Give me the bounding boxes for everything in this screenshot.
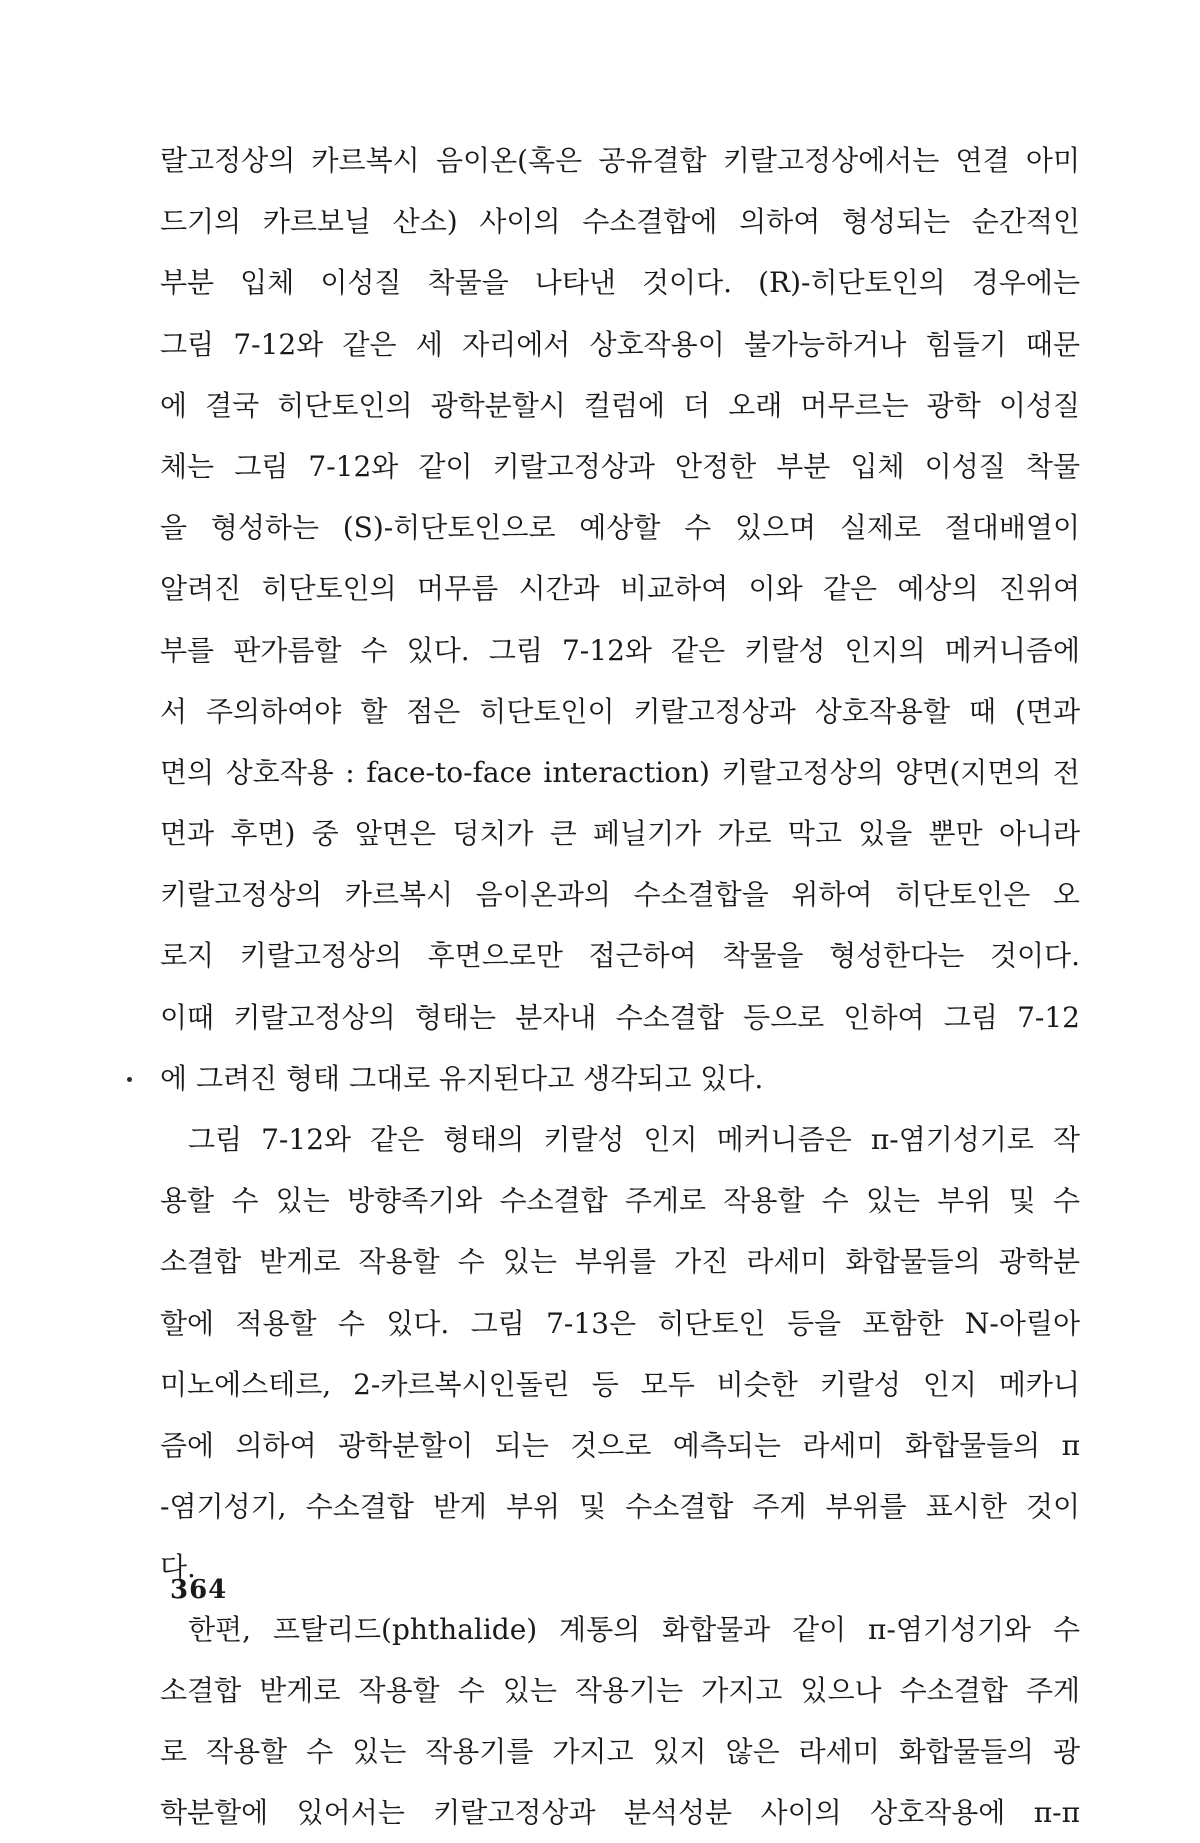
text-line-5: 에 결국 히단토인의 광학분할시 컬럼에 더 오래 머무르는 광학 이성질	[160, 388, 1080, 422]
text-line-28: 학분할에 있어서는 키랄고정상과 분석성분 사이의 상호작용에 π-π	[160, 1796, 1080, 1830]
text-line-3: 부분 입체 이성질 착물을 나타낸 것이다. (R)-히단토인의 경우에는	[160, 266, 1080, 300]
text-line-13: 키랄고정상의 카르복시 음이온과의 수소결합을 위하여 히단토인은 오	[160, 878, 1080, 912]
text-line-22: 즘에 의하여 광학분할이 되는 것으로 예측되는 라세미 화합물들의 π	[160, 1428, 1080, 1462]
text-line-2: 드기의 카르보닐 산소) 사이의 수소결합에 의하여 형성되는 순간적인	[160, 205, 1080, 239]
text-line-18: 용할 수 있는 방향족기와 수소결합 주게로 작용할 수 있는 부위 및 수	[160, 1184, 1080, 1218]
text-line-17: 그림 7-12와 같은 형태의 키랄성 인지 메커니즘은 π-염기성기로 작	[188, 1123, 1080, 1156]
text-line-19: 소결합 받게로 작용할 수 있는 부위를 가진 라세미 화합물들의 광학분	[160, 1245, 1080, 1279]
text-line-10: 서 주의하여야 할 점은 히단토인이 키랄고정상과 상호작용할 때 (면과	[160, 694, 1080, 728]
body-text	[160, 130, 1080, 1843]
stray-dot-mark	[127, 1077, 132, 1082]
text-line-21: 미노에스테르, 2-카르복시인돌린 등 모두 비슷한 키랄성 인지 메카니	[160, 1367, 1080, 1401]
text-line-12: 면과 후면) 중 앞면은 덩치가 큰 페닐기가 가로 막고 있을 뿐만 아니라	[160, 817, 1080, 851]
text-line-8: 알려진 히단토인의 머무름 시간과 비교하여 이와 같은 예상의 진위여	[160, 572, 1080, 606]
text-line-24: 다.	[160, 1551, 196, 1585]
text-line-20: 할에 적용할 수 있다. 그림 7-13은 히단토인 등을 포함한 N-아릴아	[160, 1306, 1080, 1340]
text-line-25: 한편, 프탈리드(phthalide) 계통의 화합물과 같이 π-염기성기와 수	[188, 1612, 1080, 1646]
text-line-27: 로 작용할 수 있는 작용기를 가지고 있지 않은 라세미 화합물들의 광	[160, 1734, 1080, 1768]
text-line-15: 이때 키랄고정상의 형태는 분자내 수소결합 등으로 인하여 그림 7-12	[160, 1000, 1080, 1034]
text-line-26: 소결합 받게로 작용할 수 있는 작용기는 가지고 있으나 수소결합 주게	[160, 1673, 1080, 1707]
text-line-9: 부를 판가름할 수 있다. 그림 7-12와 같은 키랄성 인지의 메커니즘에	[160, 633, 1080, 667]
text-line-14: 로지 키랄고정상의 후면으로만 접근하여 착물을 형성한다는 것이다.	[160, 939, 1080, 973]
page-number: 364	[170, 1575, 228, 1605]
text-line-16: 에 그려진 형태 그대로 유지된다고 생각되고 있다.	[160, 1061, 764, 1095]
text-line-1: 랄고정상의 카르복시 음이온(혹은 공유결합 키랄고정상에서는 연결 아미	[160, 144, 1080, 177]
text-line-4: 그림 7-12와 같은 세 자리에서 상호작용이 불가능하거나 힘들기 때문	[160, 327, 1080, 361]
text-line-23: -염기성기, 수소결합 받게 부위 및 수소결합 주게 부위를 표시한 것이	[160, 1490, 1080, 1524]
text-line-11: 면의 상호작용 : face-to-face interaction) 키랄고정상의 양면(지면의 전	[160, 755, 1080, 789]
text-line-6: 체는 그림 7-12와 같이 키랄고정상과 안정한 부분 입체 이성질 착물	[160, 449, 1080, 483]
text-line-7: 을 형성하는 (S)-히단토인으로 예상할 수 있으며 실제로 절대배열이	[160, 511, 1080, 545]
